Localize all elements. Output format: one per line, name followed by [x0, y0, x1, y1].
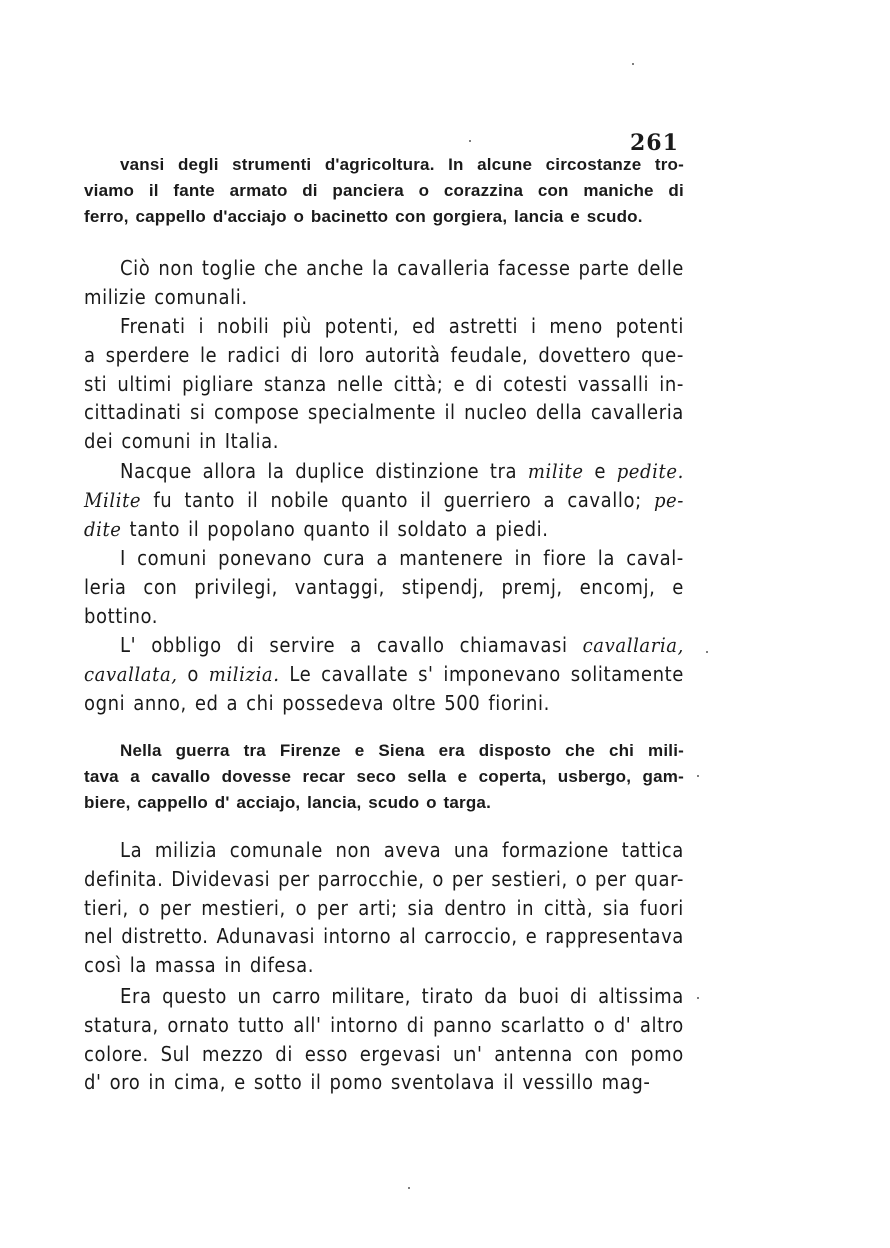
- text-line: I comuni ponevano cura a mantenere in fiore la caval-: [120, 546, 684, 570]
- text-line: vansi degli strumenti d'agricoltura. In alcune circostanze tro-: [120, 155, 684, 174]
- print-speck: [697, 997, 699, 999]
- paragraph-p7: [84, 738, 684, 816]
- text-line: cittadinati si compose specialmente il nucleo della cavalleria: [84, 400, 684, 425]
- text-line: leria con privilegi, vantaggi, stipendj, premj, encomj, e: [84, 574, 684, 599]
- paragraph-p6: [84, 631, 684, 717]
- text-line: così la massa in difesa.: [84, 953, 315, 978]
- text-line: dei comuni in Italia.: [84, 429, 280, 454]
- text-line: Nacque allora la duplice distinzione tra milite e pedite.: [120, 459, 684, 483]
- paragraph-p8: [84, 836, 684, 980]
- text-line: d' oro in cima, e sotto il pomo sventolava il vessillo mag-: [84, 1070, 651, 1095]
- print-speck: [469, 140, 471, 142]
- text-line: Nella guerra tra Firenze e Siena era disposto che chi mili-: [120, 741, 684, 760]
- print-speck: [632, 63, 634, 65]
- text-line: sti ultimi pigliare stanza nelle città; e di cotesti vassalli in-: [84, 371, 684, 396]
- page-number: 261: [630, 130, 679, 156]
- text-line: definita. Dividevasi per parrocchie, o per sestieri, o per quar-: [84, 866, 684, 891]
- text-line: La milizia comunale non aveva una formazione tattica: [120, 838, 684, 862]
- paragraph-p3: [84, 312, 684, 456]
- text-line: nel distretto. Adunavasi intorno al carroccio, e rappresentava: [84, 924, 684, 949]
- print-speck: [706, 651, 708, 653]
- text-line: statura, ornato tutto all' intorno di panno scarlatto o d' altro: [84, 1012, 684, 1037]
- paragraph-p2: [84, 254, 684, 312]
- text-line: dite tanto il popolano quanto il soldato a piedi.: [84, 516, 549, 541]
- text-line: ferro, cappello d'acciajo o bacinetto con gorgiera, lancia e scudo.: [84, 207, 643, 226]
- text-line: Era questo un carro militare, tirato da buoi di altissima: [120, 984, 684, 1008]
- text-line: a sperdere le radici di loro autorità feudale, dovettero que-: [84, 342, 684, 367]
- print-speck: [697, 775, 699, 777]
- text-line: Frenati i nobili più potenti, ed astretti i meno potenti: [120, 314, 684, 338]
- text-line: tava a cavallo dovesse recar seco sella e coperta, usbergo, gam-: [84, 767, 684, 786]
- paragraph-p9: [84, 982, 684, 1097]
- text-line: ogni anno, ed a chi possedeva oltre 500 fiorini.: [84, 690, 550, 715]
- paragraph-p5: [84, 544, 684, 630]
- text-line: Milite fu tanto il nobile quanto il guerriero a cavallo; pe-: [84, 487, 684, 512]
- text-line: bottino.: [84, 603, 159, 628]
- text-line: L' obbligo di servire a cavallo chiamavasi cavallaria,: [120, 633, 684, 657]
- text-line: colore. Sul mezzo di esso ergevasi un' antenna con pomo: [84, 1041, 684, 1066]
- paragraph-p1: [84, 152, 684, 230]
- text-line: cavallata, o milizia. Le cavallate s' imponevano solitamente: [84, 661, 684, 686]
- text-line: tieri, o per mestieri, o per arti; sia dentro in città, sia fuori: [84, 895, 684, 920]
- print-speck: [408, 1187, 410, 1189]
- text-line: Ciò non toglie che anche la cavalleria facesse parte delle: [120, 256, 684, 280]
- text-line: viamo il fante armato di panciera o corazzina con maniche di: [84, 181, 684, 200]
- text-line: milizie comunali.: [84, 284, 248, 309]
- paragraph-p4: [84, 457, 684, 543]
- text-line: biere, cappello d' acciajo, lancia, scudo o targa.: [84, 793, 492, 812]
